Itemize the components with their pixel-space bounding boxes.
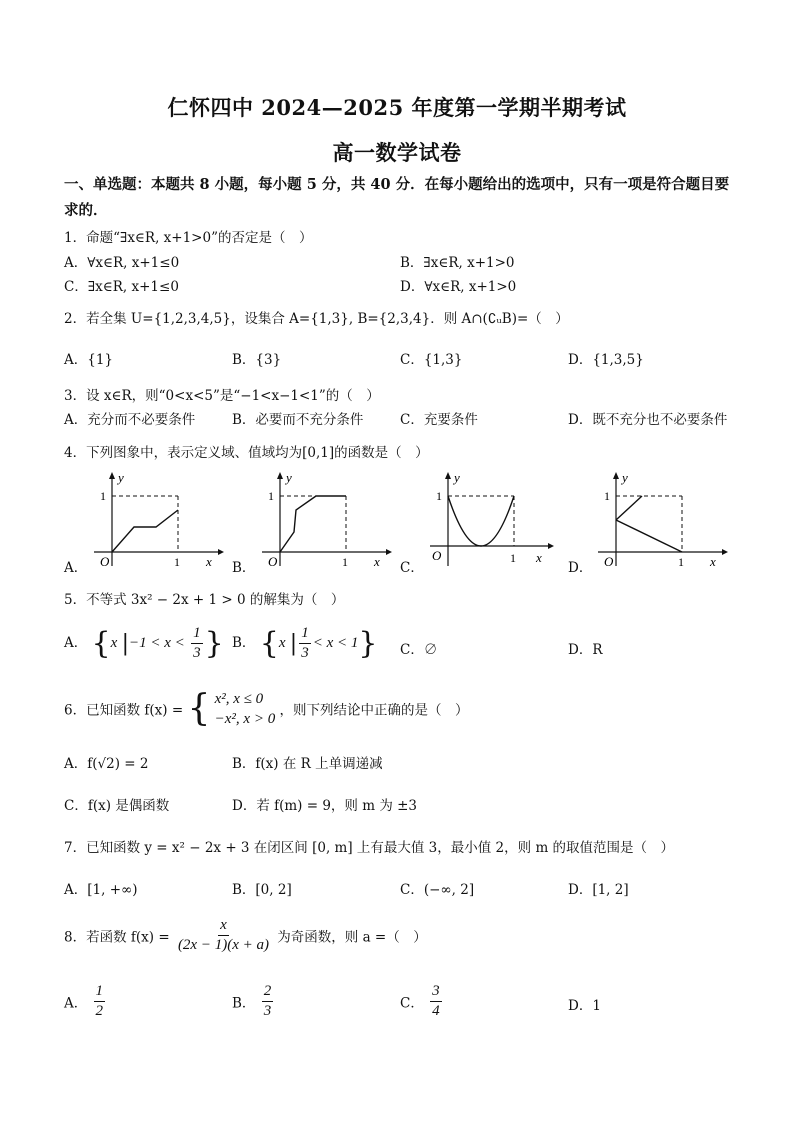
q7-option-d: D．[1, 2]: [568, 882, 629, 898]
q6-option-a: A．f(√2) = 2: [64, 756, 149, 772]
q3-option-a: A．充分而不必要条件: [64, 412, 196, 428]
q4-graph-c: [422, 470, 562, 570]
q7-option-b: B．[0, 2]: [232, 882, 292, 898]
q8-fraction: $\frac{x}{(2x - 1)(x + a)}$: [177, 917, 269, 953]
q8-option-b: B． $\frac{2}{3}$: [232, 983, 272, 1019]
q4-graph-a: [86, 470, 226, 570]
q2-option-b: B．{3}: [232, 352, 282, 368]
q4c-x-label: x: [536, 550, 542, 565]
q1-option-c: C．∃x∈R, x+1≤0: [64, 279, 179, 295]
q2-stem: 2．若全集 U={1,2,3,4,5}，设集合 A={1,3}, B={2,3,4}．则 A∩(∁ᵤB)=（ ）: [64, 311, 569, 327]
q1-option-a: A．∀x∈R, x+1≤0: [64, 255, 180, 271]
q8-option-d: D．1: [568, 998, 601, 1014]
q4d-y-label: y: [622, 470, 628, 485]
q3-option-d: D．既不充分也不必要条件: [568, 412, 728, 428]
q4b-y-label: y: [286, 470, 292, 485]
q4-option-b-label: B．: [232, 560, 256, 576]
q4c-y-label: y: [454, 470, 460, 485]
q5-option-d: D．R: [568, 642, 603, 658]
q3-option-b: B．必要而不充分条件: [232, 412, 364, 428]
q2-option-d: D．{1,3,5}: [568, 352, 644, 368]
q4a-origin: O: [100, 554, 110, 569]
q4b-one-x: 1: [342, 555, 348, 569]
section-heading: 一、单选题：本题共 8 小题，每小题 5 分，共 40 分．在每小题给出的选项中，只有一项是符合题目要求的．: [64, 176, 730, 219]
q4-option-c-label: C．: [400, 560, 424, 576]
q4a-y-label: y: [118, 470, 124, 485]
q4b-one-y: 1: [268, 489, 274, 503]
q4b-x-label: x: [374, 554, 380, 569]
q2-option-c: C．{1,3}: [400, 352, 463, 368]
q4d-origin: O: [604, 554, 614, 569]
q4c-origin: O: [432, 548, 442, 563]
q5-option-a: A． {x |−1 < x < $\frac{1}{3}$ }: [64, 625, 224, 661]
q4-option-d-label: D．: [568, 560, 593, 576]
q4d-one-x: 1: [678, 555, 684, 569]
q5-b-label: B．: [232, 635, 256, 651]
exam-title: 仁怀四中 2024—2025 年度第一学期半期考试: [167, 95, 627, 120]
q8-option-c: C． $\frac{3}{4}$: [400, 983, 440, 1019]
q4c-one-y: 1: [436, 489, 442, 503]
q5-b-fraction: $\frac{1}{3}$: [301, 625, 309, 661]
q7-stem: 7．已知函数 y = x² − 2x + 3 在闭区间 [0, m] 上有最大值 3，最小值 2，则 m 的取值范围是（ ）: [64, 840, 675, 856]
q4d-x-label: x: [710, 554, 716, 569]
q4-stem: 4．下列图象中，表示定义域、值域均为[0,1]的函数是（ ）: [64, 445, 429, 461]
q8-option-a: A． $\frac{1}{2}$: [64, 983, 104, 1019]
q4-option-a-label: A．: [64, 560, 88, 576]
q8-stem: 8．若函数 f(x) = $\frac{x}{(2x - 1)(x + a)}$ 为奇函数，则 a =（ ）: [64, 917, 427, 953]
q1-stem: 1．命题“∃x∈R, x+1>0”的否定是（ ）: [64, 230, 313, 246]
q4-graph-d: [590, 470, 730, 570]
q6-option-c: C．f(x) 是偶函数: [64, 798, 170, 814]
q4c-one-x: 1: [510, 551, 516, 565]
exam-subtitle: 高一数学试卷: [332, 140, 462, 165]
q1-option-b: B．∃x∈R, x+1>0: [400, 255, 515, 271]
q4a-x-label: x: [206, 554, 212, 569]
q4b-origin: O: [268, 554, 278, 569]
q5-a-label: A．: [64, 635, 88, 651]
q3-option-c: C．充要条件: [400, 412, 478, 428]
q2-option-a: A．{1}: [64, 352, 114, 368]
q7-option-c: C．(−∞, 2]: [400, 882, 475, 898]
q5-option-c: C．∅: [400, 642, 438, 658]
q3-stem: 3．设 x∈R，则“0<x<5”是“−1<x−1<1”的（ ）: [64, 388, 380, 404]
q1-option-d: D．∀x∈R, x+1>0: [400, 279, 517, 295]
q4d-one-y: 1: [604, 489, 610, 503]
q6-option-d: D．若 f(m) = 9，则 m 为 ±3: [232, 798, 418, 814]
q5-a-fraction: $\frac{1}{3}$: [193, 625, 201, 661]
q6-piecewise: x², x ≤ 0 −x², x > 0: [214, 690, 276, 727]
q6-stem: 6．已知函数 f(x) = { x², x ≤ 0 −x², x > 0 ，则下列结论中正确的是（ ）: [64, 688, 469, 729]
q5-stem: 5．不等式 3x² − 2x + 1 > 0 的解集为（ ）: [64, 592, 345, 608]
q4a-one-y: 1: [100, 489, 106, 503]
q5-option-b: B． {x | $\frac{1}{3}$ < x < 1}: [232, 625, 378, 661]
q4-graph-b: [254, 470, 394, 570]
q6-option-b: B．f(x) 在 R 上单调递减: [232, 756, 383, 772]
q4a-one-x: 1: [174, 555, 180, 569]
q7-option-a: A．[1, +∞): [64, 882, 138, 898]
